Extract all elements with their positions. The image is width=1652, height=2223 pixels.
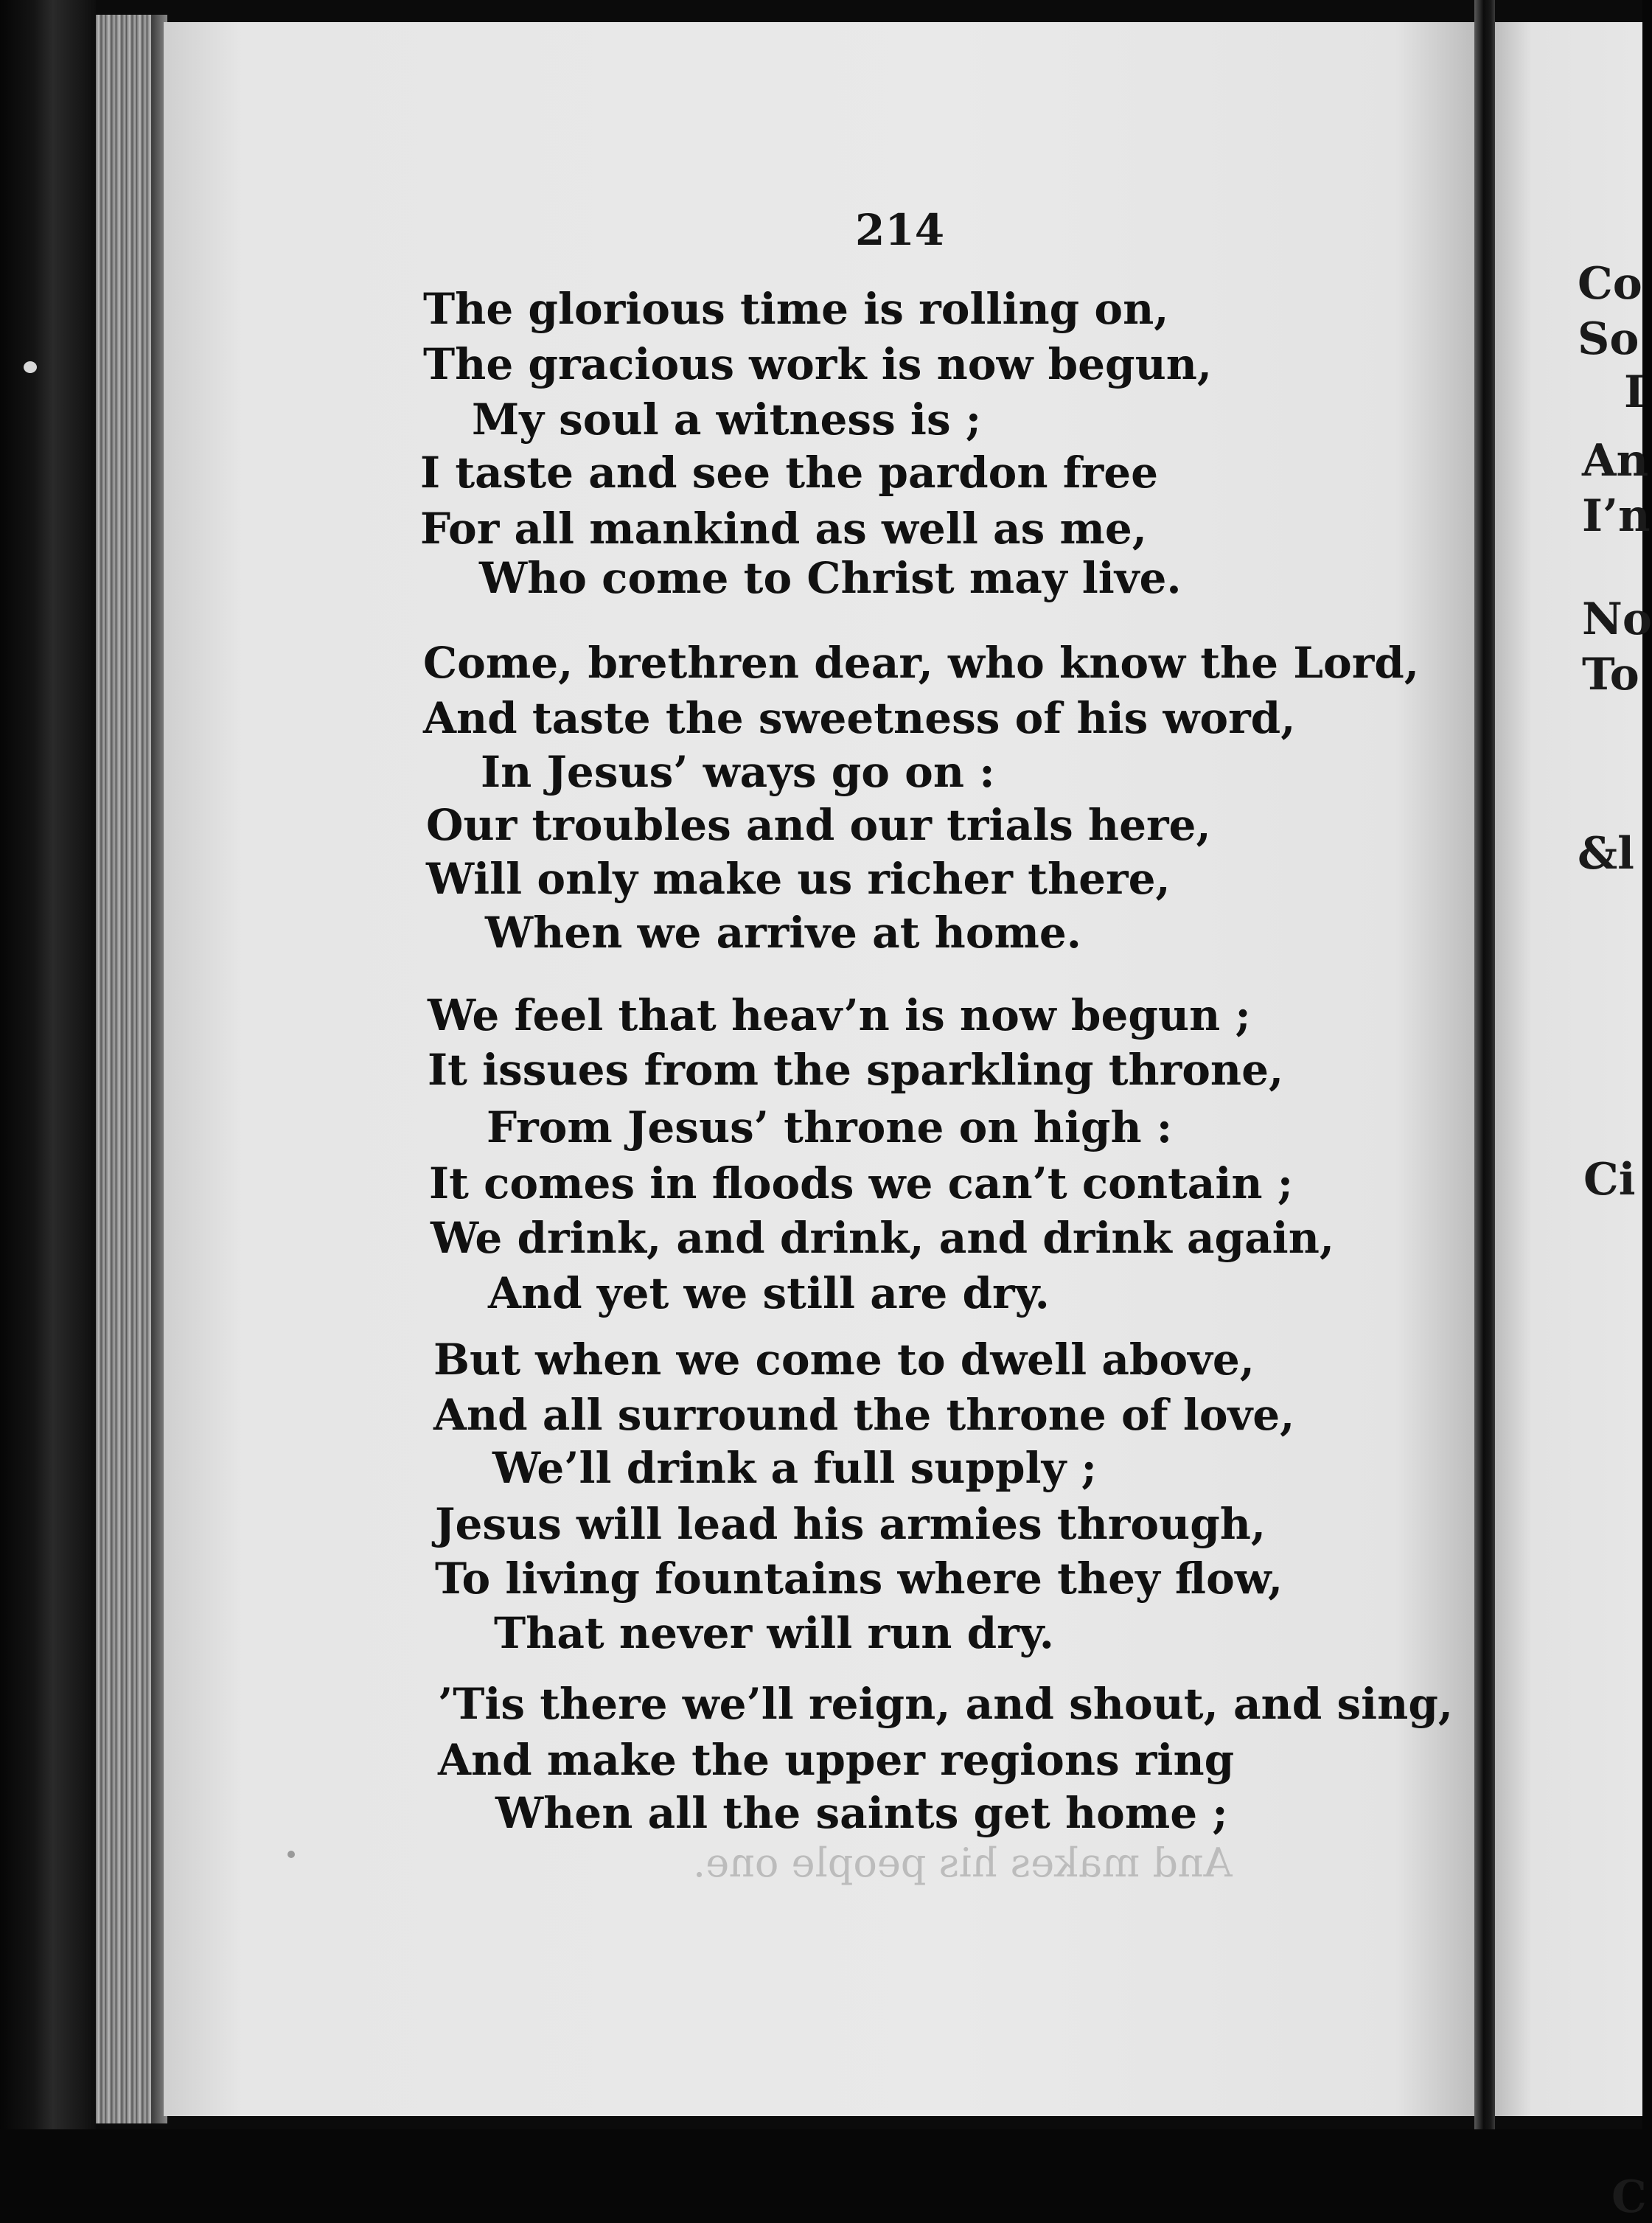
verse-line: We feel that heav’n is now begun ;	[428, 990, 1251, 1040]
verse-line: We’ll drink a full supply ;	[492, 1443, 1097, 1493]
verse-line: Come, brethren dear, who know the Lord,	[423, 638, 1420, 688]
verse-line: I taste and see the pardon free	[420, 448, 1159, 498]
verse-line: To living fountains where they flow,	[435, 1554, 1283, 1604]
verse-line: When we arrive at home.	[485, 908, 1081, 958]
facing-page-fragment: I’n	[1582, 490, 1651, 542]
verse-line: The glorious time is rolling on,	[423, 284, 1169, 334]
verse-line: When all the saints get home ;	[495, 1788, 1228, 1838]
verse-line: And yet we still are dry.	[488, 1268, 1050, 1318]
verse-line: And make the upper regions ring	[438, 1735, 1235, 1785]
verse-line: My soul a witness is ;	[472, 394, 982, 445]
verse-line: It issues from the sparkling throne,	[428, 1045, 1284, 1095]
page-gutter	[1474, 0, 1495, 2129]
verse-line: That never will run dry.	[494, 1608, 1054, 1658]
facing-page-fragment: &l	[1578, 828, 1634, 880]
facing-page-fragment: Co	[1578, 258, 1642, 310]
verse-line: And taste the sweetness of his word,	[423, 693, 1296, 743]
facing-page-fragment: No	[1582, 594, 1652, 645]
verse-line: For all mankind as well as me,	[420, 504, 1147, 554]
facing-page-fragment: I	[1624, 366, 1645, 418]
verse-line: Our troubles and our trials here,	[426, 800, 1211, 850]
verse-line: The gracious work is now begun,	[423, 339, 1213, 389]
facing-page-fragment: To	[1582, 649, 1639, 700]
verse-line: Will only make us richer there,	[426, 854, 1171, 904]
verse-line: Who come to Christ may live.	[479, 553, 1182, 603]
verse-line: But when we come to dwell above,	[433, 1335, 1255, 1385]
verse-line: And all surround the throne of love,	[433, 1390, 1295, 1440]
verse-line: Jesus will lead his armies through,	[435, 1499, 1266, 1549]
facing-page	[1495, 22, 1652, 2223]
show-through-text: And makes his people one.	[693, 1840, 1233, 1886]
verse-line: We drink, and drink, and drink again,	[431, 1213, 1335, 1263]
page-number: 214	[855, 205, 945, 255]
verse-line: It comes in floods we can’t contain ;	[429, 1158, 1294, 1208]
facing-page-fragment: So	[1578, 313, 1639, 365]
facing-page-fragment: C	[1611, 2171, 1647, 2223]
facing-page-fragment: An	[1582, 435, 1649, 487]
verse-line: In Jesus’ ways go on :	[481, 747, 995, 797]
verse-line: ’Tis there we’ll reign, and shout, and sing,	[438, 1679, 1454, 1729]
verse-line: From Jesus’ throne on high :	[487, 1102, 1173, 1152]
facing-page-fragment: Ci	[1583, 1154, 1636, 1206]
